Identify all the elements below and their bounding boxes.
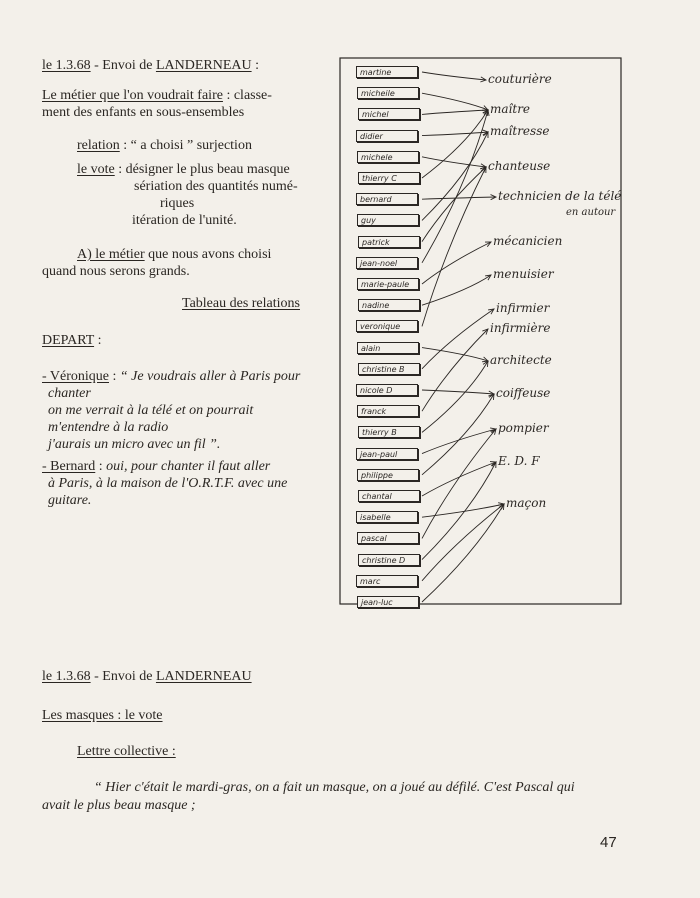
veronique-label: - Véronique [42,369,109,384]
metier-text-1: : classe- [222,88,272,103]
depart-colon: : [94,333,102,348]
name-box: veronique [356,320,418,332]
relation-arrow [422,329,488,411]
section1-heading [42,57,322,74]
name-box: christine B [358,363,420,375]
quote-line-2: avait le plus beau masque ; [42,798,196,813]
relation-arrow [422,462,496,560]
relation-arrow [422,197,496,199]
relation-arrow [422,93,488,110]
name-box: micheile [357,87,419,99]
job-label: maçon [506,496,547,510]
vote-label: le vote [77,162,115,177]
vote-text-4: itération de l'unité. [132,213,237,228]
metier-text-2: ment des enfants en sous-ensembles [42,105,245,120]
job-label: chanteuse [488,159,551,173]
job-label: coiffeuse [496,386,551,400]
relation-arrow [422,110,488,178]
relation-arrow [422,167,486,242]
relation-line [77,137,252,154]
vote-text-1: : désigner le plus beau masque [114,162,290,177]
bernard-text-2: à Paris, à la maison de l'O.R.T.F. avec une [48,476,288,491]
name-box: nadine [358,299,420,311]
name-box: didier [356,130,418,142]
metier-paragraph [42,87,322,121]
quote-line-1: “ Hier c'était le mardi-gras, on a fait un masque, on a joué au défilé. C'est Pascal qui [94,780,575,795]
relation-arrow [422,157,486,167]
job-label: E. D. F [498,454,540,468]
relation-arrow [422,275,491,305]
depart-heading [42,332,101,349]
name-box: jean-luc [357,596,419,608]
relation-arrow [422,132,488,220]
job-label: en autour [566,207,616,218]
job-label: maître [490,102,531,116]
veronique-text-4: m'entendre à la radio [48,420,169,435]
name-box: franck [357,405,419,417]
relation-arrow [422,72,486,80]
name-box: bernard [356,193,418,205]
relation-arrow [422,361,488,432]
bernard-text-1: oui, pour chanter il faut aller [106,459,271,474]
a-metier-text-2: quand nous serons grands. [42,264,190,279]
name-box: isabelle [356,511,418,523]
name-box: christine D [358,554,420,566]
relation-arrow [422,429,496,454]
masques-heading: Les masques : le vote [42,708,163,723]
relation-arrow [422,429,496,538]
name-box: jean-paul [356,448,418,460]
name-box: thierry B [358,426,420,438]
page-number: 47 [600,834,617,851]
bernard-quote: - Bernard : oui, pour chanter il faut aller à Paris, à la maison de l'O.R.T.F. avec une guitare. [42,459,288,508]
heading2-place: LANDERNEAU [155,669,252,684]
depart-label: DEPART [42,333,95,348]
job-label: infirmier [496,301,550,315]
bernard-label: - Bernard [42,459,96,474]
heading-place: LANDERNEAU [155,58,252,73]
job-label: technicien de la télé [498,189,622,203]
heading-suffix: : [251,58,259,73]
relation-arrow [422,462,496,496]
job-label: couturière [488,72,552,86]
heading-date: le 1.3.68 [42,58,91,73]
a-metier-label: A) le métier [77,247,145,262]
vote-text-3: riques [160,196,195,211]
bernard-text-3: guitare. [48,493,92,508]
arrow-head [485,275,491,280]
heading2-middle: - Envoi de [90,669,156,684]
arrow-head [488,309,494,314]
job-label: pompier [498,421,549,435]
name-box: marc [356,575,418,587]
job-label: mécanicien [493,234,563,248]
name-box: philippe [357,469,419,481]
relation-arrow [422,110,488,114]
veronique-text-5: j'aurais un micro avec un fil ”. [48,437,221,452]
relation-arrow [422,242,491,284]
name-box: alain [357,342,419,354]
relation-arrow [422,504,504,602]
relations-diagram [338,56,624,608]
name-box: michel [358,108,420,120]
section2-heading [42,668,252,685]
job-label: menuisier [493,267,554,281]
metier-label: Le métier que l'on voudrait faire [42,88,223,103]
veronique-text-3: on me verrait à la télé et on pourrait [48,403,254,418]
name-box: thierry C [358,172,420,184]
relation-arrow [422,390,494,394]
name-box: jean-noel [356,257,418,269]
job-label: infirmière [490,321,551,335]
name-box: michele [357,151,419,163]
name-box: nicole D [356,384,418,396]
vote-line [77,161,290,178]
a-metier-line-1 [77,246,271,263]
relation-arrow [422,394,494,475]
name-box: marie-paule [357,278,419,290]
relation-arrow [422,504,504,517]
vote-text-2: sériation des quantités numé- [134,179,298,194]
heading2-date: le 1.3.68 [42,669,91,684]
job-label: maîtresse [490,124,550,138]
job-label: architecte [490,353,552,367]
name-box: chantal [358,490,420,502]
veronique-quote: - Véronique : “ Je voudrais aller à Paris pour chanter on me verrait à la télé et on pourrait m'entendre à la radio j'aurais un micro avec un fil ”. [42,369,301,452]
tableau-title: Tableau des relations [182,296,300,311]
veronique-text-1: “ Je voudrais aller à Paris pour [119,369,301,384]
relation-arrow [422,132,488,136]
name-box: patrick [358,236,420,248]
a-metier-text-1: que nous avons choisi [144,247,272,262]
name-box: pascal [357,532,419,544]
relation-text: : “ a choisi ” surjection [119,138,252,153]
name-box: guy [357,214,419,226]
relation-label: relation [77,138,120,153]
heading-middle: - Envoi de [90,58,156,73]
lettre-heading: Lettre collective : [77,744,176,759]
name-box: martine [356,66,418,78]
veronique-text-2: chanter [48,386,91,401]
